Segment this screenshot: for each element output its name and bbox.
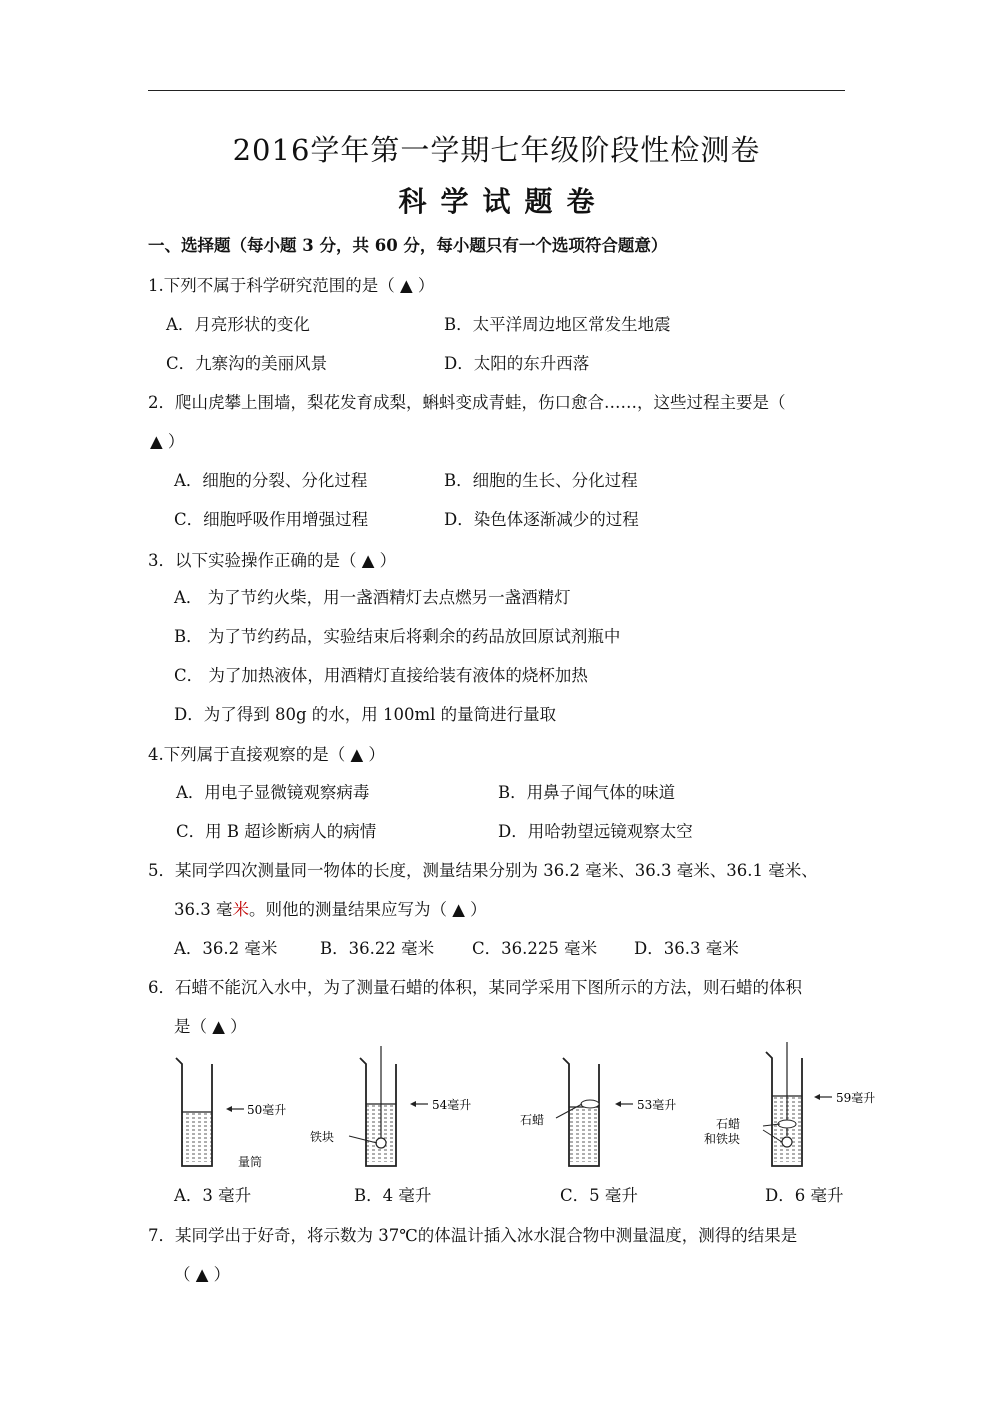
q2-option-d: D．染色体逐渐减少的过程: [444, 510, 639, 529]
cylinder-4-volume: 59毫升: [836, 1091, 876, 1105]
q6-stem-line2: 是（ ▲ ）: [174, 1017, 247, 1036]
q3-option-c: C． 为了加热液体，用酒精灯直接给装有液体的烧杯加热: [174, 666, 588, 685]
q1-option-d: D．太阳的东升西落: [444, 354, 590, 373]
q4-option-a: A．用电子显微镜观察病毒: [176, 783, 370, 802]
q2-stem-line1: 2．爬山虎攀上围墙，梨花发育成梨，蝌蚪变成青蛙，伤口愈合……，这些过程主要是（: [148, 393, 786, 412]
q1-option-c: C．九寨沟的美丽风景: [166, 354, 328, 373]
q2-option-a: A．细胞的分裂、分化过程: [174, 471, 368, 490]
cylinder-1-volume: 50毫升: [247, 1103, 287, 1117]
q1-option-a: A．月亮形状的变化: [166, 315, 310, 334]
section-heading: 一、选择题（每小题 3 分，共 60 分，每小题只有一个选项符合题意）: [148, 236, 668, 255]
q6-option-c: C．5 毫升: [560, 1186, 638, 1205]
q6-stem-line1: 6．石蜡不能沉入水中，为了测量石蜡的体积，某同学采用下图所示的方法，则石蜡的体积: [148, 978, 802, 997]
q6-option-b: B．4 毫升: [354, 1186, 432, 1205]
cylinder-3: [520, 1058, 676, 1166]
exam-subtitle: 科学试题卷: [398, 185, 609, 218]
q4-option-c: C．用 B 超诊断病人的病情: [176, 822, 377, 841]
exam-title: 2016学年第一学期七年级阶段性检测卷: [232, 133, 761, 167]
wax-label: 石蜡: [520, 1113, 545, 1127]
q7-stem-line2: （ ▲ ）: [174, 1265, 231, 1284]
q7-stem-line1: 7．某同学出于好奇，将示数为 37℃的体温计插入冰水混合物中测量温度，测得的结果是: [148, 1226, 798, 1245]
q5-stem-line2-pre: 36.3 毫: [174, 900, 233, 919]
q6-option-d: D．6 毫升: [765, 1186, 844, 1205]
q5-option-b: B．36.22 毫米: [320, 939, 435, 958]
q6-option-a: A．3 毫升: [174, 1186, 252, 1205]
cylinder-2: [310, 1046, 471, 1166]
q4-stem: 4.下列属于直接观察的是（ ▲ ）: [148, 745, 385, 764]
q4-option-b: B．用鼻子闻气体的味道: [498, 783, 676, 802]
wax-iron-label-2: 和铁块: [704, 1132, 741, 1146]
cylinder-2-volume: 54毫升: [432, 1098, 472, 1112]
cylinder-3-volume: 53毫升: [637, 1098, 677, 1112]
cylinder-label: 量筒: [238, 1155, 263, 1169]
q2-option-c: C．细胞呼吸作用增强过程: [174, 510, 369, 529]
q3-option-b: B． 为了节约药品，实验结束后将剩余的药品放回原试剂瓶中: [174, 627, 621, 646]
wax-iron-label-1: 石蜡: [716, 1117, 741, 1131]
q3-stem: 3．以下实验操作正确的是（ ▲ ）: [148, 551, 397, 570]
iron-label: 铁块: [310, 1130, 335, 1144]
q1-option-b: B．太平洋周边地区常发生地震: [444, 315, 671, 334]
q1-stem: 1.下列不属于科学研究范围的是（ ▲ ）: [148, 276, 435, 295]
cylinder-4: [704, 1042, 875, 1166]
q5-stem-line2-post: 。则他的测量结果应写为（ ▲ ）: [248, 900, 487, 919]
q5-option-a: A．36.2 毫米: [174, 939, 278, 958]
cylinder-1: [176, 1058, 286, 1169]
q3-option-a: A． 为了节约火柴，用一盏酒精灯去点燃另一盏酒精灯: [174, 588, 571, 607]
q5-stem-line2-red: 米: [232, 900, 249, 919]
q5-stem-line1: 5．某同学四次测量同一物体的长度，测量结果分别为 36.2 毫米、36.3 毫米、36.1 毫米、: [148, 861, 818, 880]
q2-stem-line2: ▲ ）: [150, 432, 185, 451]
q5-option-c: C．36.225 毫米: [472, 939, 598, 958]
q3-option-d: D．为了得到 80g 的水，用 100ml 的量筒进行量取: [174, 705, 557, 724]
q2-option-b: B．细胞的生长、分化过程: [444, 471, 638, 490]
q4-option-d: D．用哈勃望远镜观察太空: [498, 822, 693, 841]
q5-option-d: D．36.3 毫米: [634, 939, 739, 958]
